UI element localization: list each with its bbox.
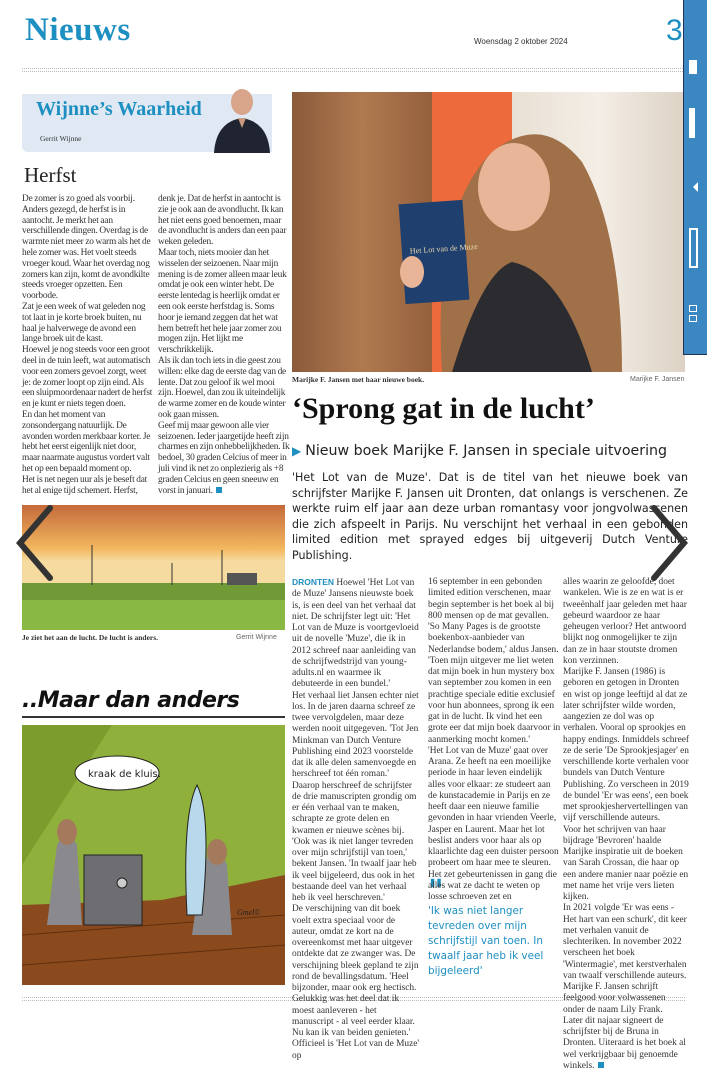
article-text-col3 bbox=[563, 577, 689, 1072]
column-headline: Herfst bbox=[24, 163, 77, 187]
column-author: Gerrit Wijnne bbox=[40, 134, 82, 143]
paragraph: Zat je een week of wat geleden nog tot laat in je korte broek buiten, nu haal je halverwege de avond een lange broek uit de kast. bbox=[22, 301, 146, 345]
paragraph: De zomer is zo goed als voorbij. Anders gezegd, de herfst is in aantocht. Je merkt het aan verschillende dingen. Overdag is de warmte niet meer zo warm als het de hele zomer was. Het voelt steeds vroeger koud. Waar het overdag nog zomers kan zijn, komt de avondkilte steeds vroeger opzetten. Een voorbode. bbox=[22, 194, 151, 302]
triangle-bullet-icon: ▶ bbox=[292, 444, 302, 458]
dateline: DRONTEN bbox=[292, 577, 335, 587]
column-text-col1 bbox=[22, 194, 155, 496]
previous-page-button[interactable] bbox=[14, 504, 56, 582]
column-title: Wijnne’s Waarheid bbox=[36, 98, 202, 120]
photo-credit: Marijke F. Jansen bbox=[630, 376, 685, 383]
paragraph: De verschijning van dit boek voelt extra speciaal voor de auteur, omdat ze kort na de overeenkomst met haar uitgever ontdekte dat ze zwanger was. De verschijning bleek gepland te zijn rond de bevallingsdatum. 'Heel bijzonder, maar ook erg hectisch. Gelukkig was het deel dat ik moest aanleveren - het manuscript - al veel eerder klaar. Nu kan ik van beiden genieten.' bbox=[292, 904, 419, 1038]
article-headline: ‘Sprong gat in de lucht’ bbox=[292, 392, 595, 425]
paragraph: Als ik dan toch iets in die geest zou willen: elke dag de eerste dag van de lente. Dat zou geloof ik wel mooi zijn. Hoewel, dan zou ik uiteindelijk de warme zomer en de koude winter ook gaan missen. bbox=[158, 355, 287, 420]
cartoon-title: ..Maar dan anders bbox=[22, 686, 285, 718]
grid-icon[interactable] bbox=[689, 315, 697, 322]
end-mark-icon bbox=[216, 487, 222, 493]
article-lead: 'Het Lot van de Muze'. Dat is de titel van het nieuwe boek van schrijfster Marijke F. Jansen uit Dronten, dat onlangs is verschenen. Ze werkte ruim elf jaar aan deze urban romantasy voor jongvolwassenen die zich afspeelt in Parijs. Nu verschijnt het verhaal in een gebonden limited edition met sprayed edges bij uitgeverij Dutch Venture Publishing. bbox=[292, 471, 688, 562]
paragraph: Hoewel je nog steeds voor een groot deel in de tuin leeft, wat automatisch voor een zomers gevoel zorgt, weet je: de zomer loopt op zijn eind. Als een sluipmoordenaar nadert de herfst en je kunt er niets tegen doen. bbox=[22, 345, 153, 410]
photo-credit: Gerrit Wijnne bbox=[236, 634, 277, 641]
toolbar-icon[interactable] bbox=[689, 60, 697, 74]
toolbar-icon[interactable] bbox=[689, 228, 698, 268]
paragraph: Geef mij maar gewoon alle vier seizoenen. Ieder jaargetijde heeft zijn charmes en zijn onhebbelijkheden. Ik bedoel, 30 graden Celcius of meer in juli vind ik net zo onplezierig als +8 graden Celcius en geen sneeuw en vorst in januari. bbox=[158, 420, 290, 496]
chevron-left-icon bbox=[20, 508, 50, 578]
end-mark-icon bbox=[598, 1062, 604, 1068]
chevron-right-icon bbox=[654, 508, 684, 578]
paragraph: alles waarin ze geloofde, doet wankelen. Wie is ze en wat is er tweeënhalf jaar geleden met haar gebeurd waardoor ze haar geheugen verloor? Het antwoord blijkt nog onmogelijker te zijn dan ze in haar stoutste dromen kon verzinnen. bbox=[563, 577, 687, 666]
speech-bubble-text: kraak de kluis. bbox=[88, 769, 161, 780]
author-photo bbox=[208, 84, 272, 153]
photo-caption: Marijke F. Jansen met haar nieuwe boek. bbox=[292, 375, 425, 384]
paragraph: Officieel is 'Het Lot van de Muze' op bbox=[292, 1039, 420, 1061]
quote-mark-icon: " bbox=[428, 874, 444, 909]
section-title: Nieuws bbox=[25, 12, 131, 48]
collapse-arrow-icon[interactable] bbox=[688, 182, 698, 192]
column-text-col2 bbox=[158, 194, 291, 496]
header-divider bbox=[22, 68, 685, 72]
paragraph: 'Het Lot van de Muze' gaat over Arana. Ze heeft na een moeilijke periode in haar leven eindelijk alles voor elkaar: ze studeert aan de kunstacademie in Parijs en ze heeft daar een nieuwe familie gevonden in haar vrienden Veerle, Jasper en Laurent. Maar het lot beslist anders voor haar als op klaarlichte dag een duister persoon probeert om haar mee te sleuren. Het zet gebeurtenissen in gang die alles wat ze dacht te weten op losse schroeven zet en bbox=[428, 745, 559, 902]
article-text-col1: DRONTEN Hoewel 'Het Lot van de Muze' Jansens nieuwste boek is, is een deel van het verhaal dat niet. De schrijfster legt uit: 'Het Lot van de Muze is voortgevloeid uit de novelle 'Muze', die ik in 2012 schreef naar aanleiding van de schrijfwedstrijd van young-adults.nl en waarmee ik debuteerde in een bundel.' Het verhaal liet Jansen echter niet los. In de jaren daarna schreef ze twee vervolgdelen, maar deze werden nooit uitgegeven. 'Tot Jen Minkman van Dutch Venture Publishing eind 2023 voorstelde dat ik alle delen samenvoegde en herschreef tot één roman.' Daarop herschreef de schrijfster de drie manuscripten grondig om er één verhaal van te maken, schrapte ze grote delen en kwamen er nieuwe scènes bij. 'Ook was ik niet langer tevreden over mijn schrijfstijl van toen,' bekent Jansen. 'In twaalf jaar heb ik veel bijgeleerd, dus ook in het bestaande deel van het verhaal heb ik veel herschreven.' De verschijning van dit boek voelt extra speciaal voor de auteur, omdat ze kort na de overeenkomst met haar uitgever ontdekte dat ze zwanger was. De verschijning bleek gepland te zijn rond de bevallingsdatum. 'Heel bijzonder, maar ook erg hectisch. Gelukkig was het deel dat ik moest aanleveren - het manuscript - al veel eerder klaar. Nu kan ik van beiden genieten.' Officieel is 'Het Lot van de Muze' op bbox=[292, 577, 420, 1061]
photo-caption: Je ziet het aan de lucht. De lucht is anders. bbox=[22, 633, 159, 642]
book-cover-title: Het Lot van de Muze bbox=[409, 241, 479, 256]
paragraph: Later dit najaar signeert de schrijfster bij de Bruna in Dronten. Uiteraard is het boek al wel verkrijgbaar bij genoemde winkels. bbox=[563, 1015, 686, 1071]
paragraph: Het is net negen uur als je beseft dat het al enige tijd schemert. Herfst, bbox=[22, 474, 148, 496]
issue-date: Woensdag 2 oktober 2024 bbox=[474, 37, 568, 46]
next-page-button[interactable] bbox=[648, 504, 690, 582]
side-toolbar[interactable] bbox=[683, 0, 707, 355]
paragraph: denk je. Dat de herfst in aantocht is zie je ook aan de avondlucht. Ik kan het niet eens goed benoemen, maar de avondlucht is anders dan een paar weken geleden. bbox=[158, 194, 287, 248]
paragraph: Daarop herschreef de schrijfster de drie manuscripten grondig om er één verhaal van te maken, schrapte ze grote delen en kwamen er nieuwe scènes bij. 'Ook was ik niet langer tevreden over mijn schrijfstijl van toen,' bekent Jansen. 'In twaalf jaar heb ik veel bijgeleerd, dus ook in het bestaande deel van het verhaal heb ik veel herschreven.' bbox=[292, 780, 417, 903]
article-text-col2 bbox=[428, 577, 561, 909]
grid-icon[interactable] bbox=[689, 305, 697, 312]
landscape-photo bbox=[22, 505, 285, 630]
toolbar-icon[interactable] bbox=[689, 108, 695, 138]
paragraph: Marijke F. Jansen (1986) is geboren en getogen in Dronten en wist op jonge leeftijd al dat ze later schrijfster wilde worden, aangezien ze dol was op verhalen. Vooral op sprookjes en happy endings. Inmiddels schreef ze de serie 'De Sprookjesjager' en verschillende korte verhalen voor bundels van Dutch Venture Publishing. Zo verscheen in 2019 de bundel 'Er was eens', een boek met sprookjeshervertellingen van vijf verschillende auteurs. bbox=[563, 667, 690, 824]
paragraph: En dan het moment van zonsondergang natuurlijk. De avonden worden merkbaar korter. Je hebt het eerst eigenlijk niet door, maar naarmate augustus vordert valt het op een bepaald moment op. bbox=[22, 409, 151, 474]
pull-quote: " 'Ik was niet langer tevreden over mijn schrijfstijl van toen. In twaalf jaar heb ik veel bijgeleerd' bbox=[428, 880, 563, 979]
cartoon-signature: Gmel© bbox=[237, 908, 261, 917]
paragraph: Maar toch, niets mooier dan het wisselen der seizoenen. Naar mijn mening is de zomer alleen maar leuk omdat je ook een winter hebt. De eerste lentedag is heerlijk omdat er een ook eerste herfstdag is. Soms hoor je iemand zeggen dat het wat hem betreft het hele jaar zomer zou mogen zijn. Het lijkt me verschrikkelijk. bbox=[158, 247, 287, 356]
article-subheadline: ▶ Nieuw boek Marijke F. Jansen in speciale uitvoering bbox=[292, 443, 668, 459]
paragraph: Voor het schrijven van haar bijdrage 'Bevroren' haalde Marijke inspiratie uit de boeken van Sarah Crossan, die haar op een andere manier naar poëzie en met name het vrije vers lieten kijken. bbox=[563, 824, 689, 902]
cartoon-image bbox=[22, 725, 285, 985]
article-photo bbox=[292, 92, 685, 372]
page-number: 3 bbox=[666, 14, 683, 47]
paragraph: 16 september in een gebonden limited edition verschenen, maar begin september is het boek al bij 800 mensen op de mat gevallen. 'So Many Pages is de grootste boekenbox-aanbieder van Nederlandse bodem,' aldus Jansen. 'Toen mijn uitgever me liet weten dat mijn boek in hun mystery box van september zou komen in een prachtige speciale editie exclusief voor hun abonnees, sprong ik een gat in de lucht. Ik vind het een grote eer dat mijn boek daarvoor in aanmerking mocht komen.' bbox=[428, 577, 561, 745]
paragraph: Het verhaal liet Jansen echter niet los. In de jaren daarna schreef ze twee vervolgdelen, maar deze werden nooit uitgegeven. 'Tot Jen Minkman van Dutch Venture Publishing eind 2023 voorstelde dat ik alle delen samenvoegde en herschreef tot één roman.' bbox=[292, 690, 419, 780]
paragraph: In 2021 volgde 'Er was eens - Het hart van een schurk', dit keer met verhalen vanuit de slechteriken. In november 2022 verscheen het boek 'Wintermagie', met kerstverhalen van twaalf verschillende auteurs. Marijke F. Jansen schrijft feelgood voor volwassenen onder de naam Lily Frank. bbox=[563, 903, 687, 1015]
